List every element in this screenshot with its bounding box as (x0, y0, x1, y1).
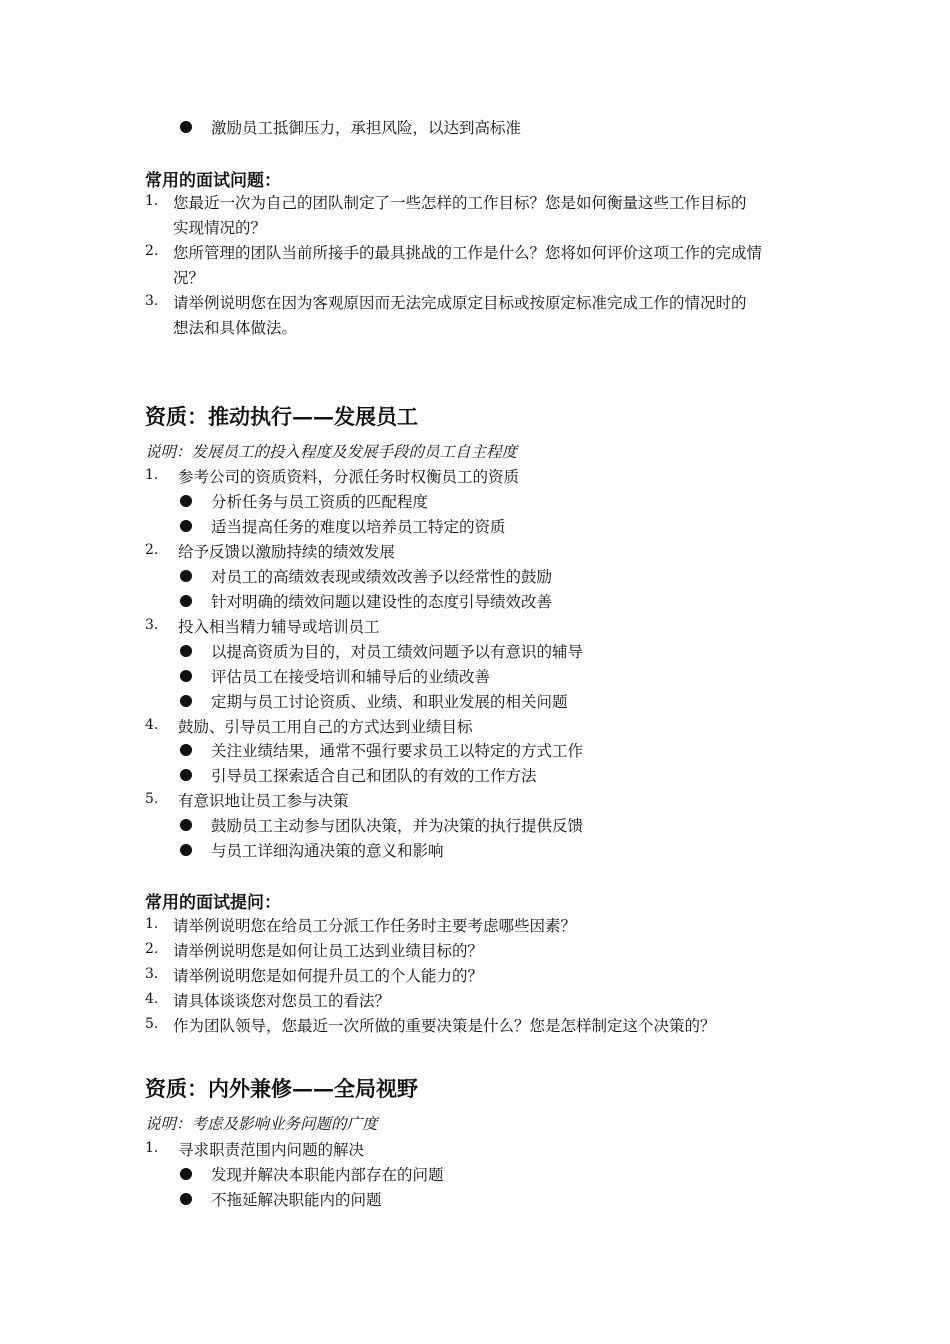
bullet-icon (180, 1168, 192, 1180)
list-item: 您所管理的团队当前所接手的最具挑战的工作是什么？您将如何评价这项工作的完成情 (173, 244, 763, 262)
list-number: 2. (145, 243, 159, 259)
bullet-icon (180, 520, 192, 532)
list-item: 请举例说明您在给员工分派工作任务时主要考虑哪些因素？ (173, 917, 577, 935)
bullet-icon (180, 1193, 192, 1205)
section-note: 说明：发展员工的投入程度及发展手段的员工自主程度 (145, 443, 518, 461)
sub-list-item: 鼓励员工主动参与团队决策，并为决策的执行提供反馈 (211, 817, 584, 835)
section-heading: 常用的面试提问： (145, 893, 281, 913)
list-item: 寻求职责范围内问题的解决 (178, 1141, 365, 1159)
sub-list-item: 与员工详细沟通决策的意义和影响 (211, 842, 444, 860)
list-number: 5. (145, 1016, 159, 1032)
list-number: 1. (145, 916, 159, 932)
list-number: 3. (145, 293, 159, 309)
list-number: 4. (145, 991, 159, 1007)
bullet-icon (180, 495, 192, 507)
section-title: 资质：推动执行——发展员工 (145, 404, 418, 429)
section-title: 资质：内外兼修——全局视野 (145, 1076, 418, 1101)
bullet-icon (180, 645, 192, 657)
bullet-icon (180, 744, 192, 756)
list-item: 您最近一次为自己的团队制定了一些怎样的工作目标？您是如何衡量这些工作目标的 (173, 194, 747, 212)
sub-list-item: 适当提高任务的难度以培养员工特定的资质 (211, 518, 506, 536)
sub-list-item: 评估员工在接受培训和辅导后的业绩改善 (211, 668, 491, 686)
list-item: 激励员工抵御压力，承担风险，以达到高标准 (211, 119, 522, 137)
list-number: 2. (145, 542, 159, 558)
sub-list-item: 针对明确的绩效问题以建设性的态度引导绩效改善 (211, 593, 553, 611)
bullet-icon (180, 844, 192, 856)
list-number: 2. (145, 941, 159, 957)
bullet-icon (180, 819, 192, 831)
list-item: 请举例说明您在因为客观原因而无法完成原定目标或按原定标准完成工作的情况时的 (173, 294, 747, 312)
list-item: 鼓励、引导员工用自己的方式达到业绩目标 (178, 718, 473, 736)
list-item: 作为团队领导，您最近一次所做的重要决策是什么？您是怎样制定这个决策的？ (173, 1017, 716, 1035)
bullet-icon (180, 695, 192, 707)
list-item-continuation: 况？ (173, 269, 205, 287)
sub-list-item: 以提高资质为目的，对员工绩效问题予以有意识的辅导 (211, 643, 584, 661)
list-number: 1. (145, 467, 159, 483)
section-note: 说明：考虑及影响业务问题的广度 (145, 1115, 378, 1133)
sub-list-item: 对员工的高绩效表现或绩效改善予以经常性的鼓励 (211, 568, 553, 586)
sub-list-item: 引导员工探索适合自己和团队的有效的工作方法 (211, 767, 537, 785)
list-item: 投入相当精力辅导或培训员工 (178, 618, 380, 636)
list-number: 1. (145, 1140, 159, 1156)
section-heading: 常用的面试问题： (145, 171, 281, 191)
list-number: 5. (145, 791, 159, 807)
sub-list-item: 定期与员工讨论资质、业绩、和职业发展的相关问题 (211, 693, 568, 711)
bullet-icon (180, 121, 192, 133)
list-item: 请举例说明您是如何让员工达到业绩目标的？ (173, 942, 484, 960)
bullet-icon (180, 570, 192, 582)
list-number: 4. (145, 717, 159, 733)
bullet-icon (180, 595, 192, 607)
sub-list-item: 不拖延解决职能内的问题 (211, 1191, 382, 1209)
list-number: 1. (145, 193, 159, 209)
list-item: 请举例说明您是如何提升员工的个人能力的？ (173, 967, 484, 985)
sub-list-item: 关注业绩结果，通常不强行要求员工以特定的方式工作 (211, 742, 584, 760)
list-item-continuation: 实现情况的？ (173, 219, 267, 237)
sub-list-item: 发现并解决本职能内部存在的问题 (211, 1166, 444, 1184)
bullet-icon (180, 769, 192, 781)
list-number: 3. (145, 617, 159, 633)
sub-list-item: 分析任务与员工资质的匹配程度 (211, 493, 429, 511)
list-item: 请具体谈谈您对您员工的看法？ (173, 992, 391, 1010)
list-item: 给予反馈以激励持续的绩效发展 (178, 543, 396, 561)
bullet-icon (180, 670, 192, 682)
list-item: 有意识地让员工参与决策 (178, 792, 349, 810)
list-number: 3. (145, 966, 159, 982)
list-item-continuation: 想法和具体做法。 (173, 319, 298, 337)
list-item: 参考公司的资质资料，分派任务时权衡员工的资质 (178, 468, 520, 486)
